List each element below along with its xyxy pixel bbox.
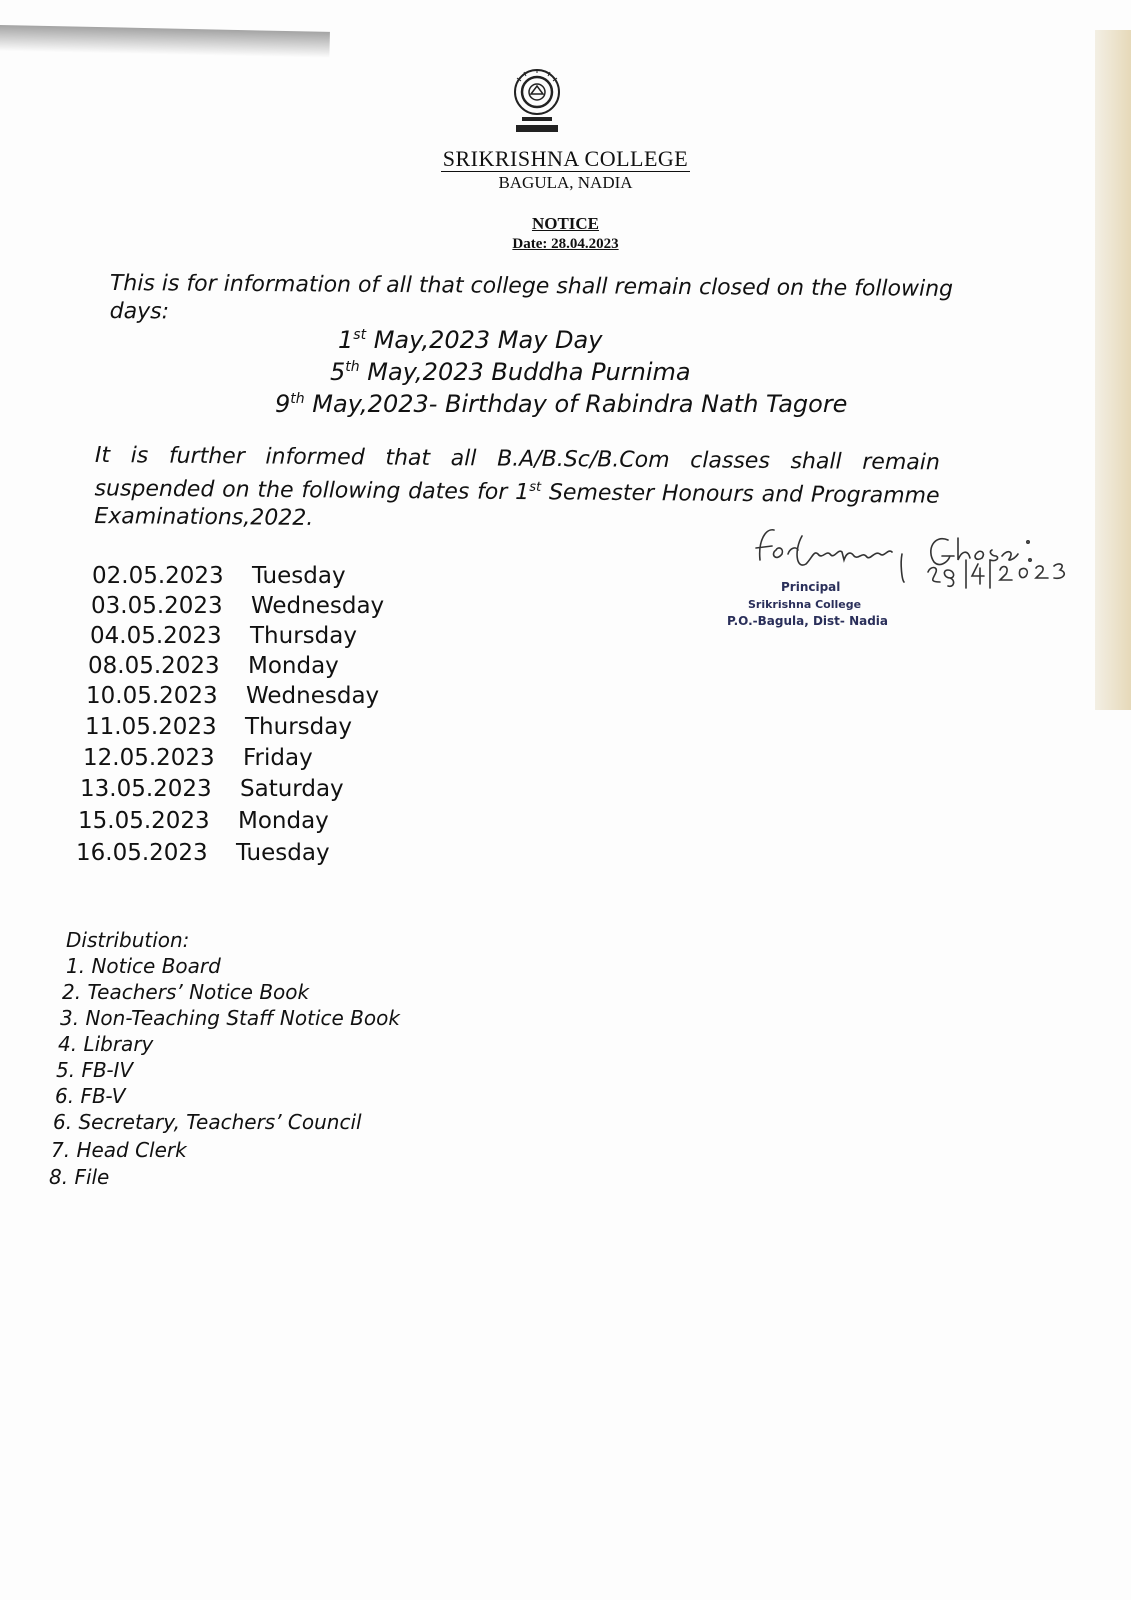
notice-title: NOTICE	[531, 214, 600, 233]
holiday-line: 5th May,2023 Buddha Purnima	[330, 358, 691, 386]
distribution-item: 8. File	[49, 1165, 110, 1189]
distribution-item: 2. Teachers’ Notice Book	[62, 980, 310, 1004]
date-row: 11.05.2023 Thursday	[85, 714, 352, 740]
date-row: 03.05.2023 Wednesday	[91, 593, 385, 619]
intro-paragraph: This is for information of all that college shall remain closed on the following days:	[109, 270, 954, 325]
notice-date: Date: 28.04.2023	[512, 236, 619, 252]
distribution-item: 6. FB-V	[55, 1084, 126, 1108]
paper-shadow	[0, 25, 330, 58]
distribution-item: 7. Head Clerk	[51, 1138, 187, 1162]
date-row: 12.05.2023 Friday	[83, 745, 313, 771]
college-place: BAGULA, NADIA	[498, 173, 633, 192]
holiday-line: 1st May,2023 May Day	[338, 326, 603, 354]
distribution-item: 1. Notice Board	[66, 954, 221, 978]
stamp-college: Srikrishna College	[748, 598, 862, 611]
distribution-item: 4. Library	[58, 1032, 154, 1056]
date-row: 16.05.2023 Tuesday	[76, 840, 330, 866]
date-row: 15.05.2023 Monday	[78, 808, 329, 834]
distribution-item: 6. Secretary, Teachers’ Council	[53, 1110, 362, 1134]
date-row: 02.05.2023 Tuesday	[92, 563, 346, 589]
date-row: 04.05.2023 Thursday	[90, 623, 357, 649]
paper-edge	[1095, 30, 1131, 710]
distribution-item: 3. Non-Teaching Staff Notice Book	[60, 1006, 400, 1030]
distribution-item: 5. FB-IV	[56, 1058, 134, 1082]
college-name: SRIKRISHNA COLLEGE	[442, 146, 689, 171]
further-info-paragraph: It is further informed that all B.A/B.Sc/B.Com classes shall remain suspended on the following dates for 1st Semester Honours and Programme Examinations,2022.	[94, 442, 940, 532]
college-logo-emblem	[504, 64, 570, 136]
stamp-designation: Principal	[781, 580, 841, 594]
distribution-heading: Distribution:	[66, 928, 190, 952]
stamp-address: P.O.-Bagula, Dist- Nadia	[727, 614, 889, 628]
holiday-line: 9th May,2023- Birthday of Rabindra Nath Tagore	[275, 390, 848, 418]
date-row: 13.05.2023 Saturday	[80, 776, 344, 802]
date-row: 10.05.2023 Wednesday	[86, 683, 380, 709]
date-row: 08.05.2023 Monday	[88, 653, 339, 679]
